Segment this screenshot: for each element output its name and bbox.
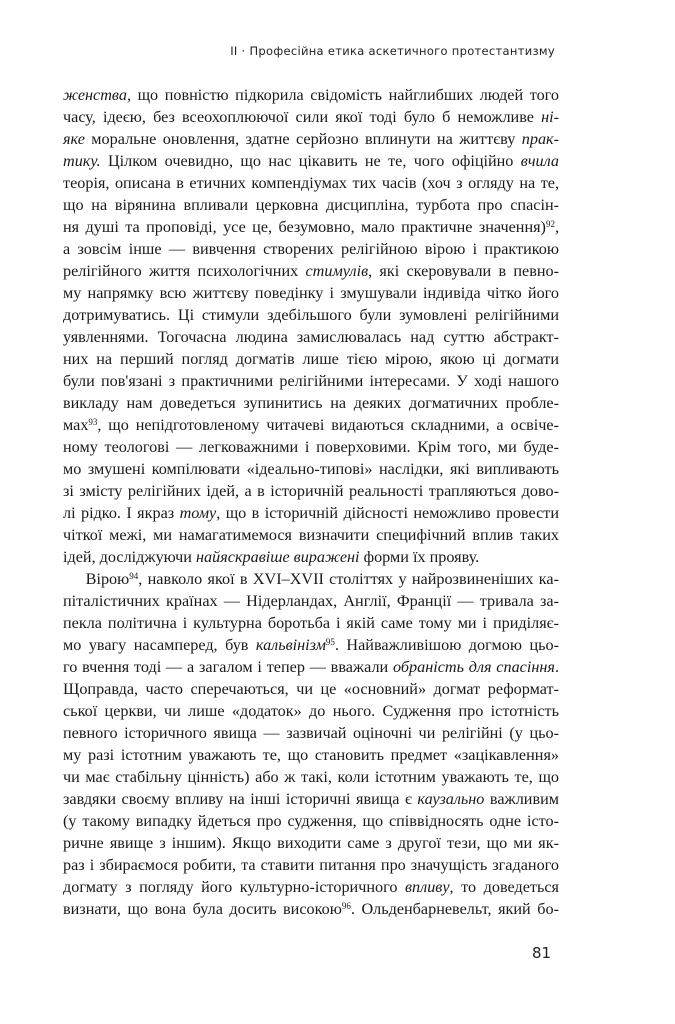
text-line: [63, 150, 559, 172]
text-run: чи має стабільну цінність) або ж такі, коли істотним уважають те, що: [63, 768, 559, 786]
italic-text: вчила: [520, 152, 559, 170]
text-run: раз і збираємося робити, та ставити питання про значущість згаданого: [63, 856, 559, 874]
text-line: [63, 172, 559, 194]
text-run: му разі істотним уважають те, що становить предмет «зацікавлення»: [63, 746, 559, 764]
text-run: викладу нам доведеться зупинитись на деяких догматичних пробле-: [63, 394, 559, 412]
text-run: ному теологові — легковажними і поверховими. Крім того, ми буде-: [63, 438, 559, 456]
text-line: [63, 524, 559, 546]
text-run: важливим: [484, 790, 560, 808]
text-line: [63, 326, 559, 348]
text-run: завдяки своєму впливу на інші історичні явища є: [63, 790, 418, 808]
text-line: [63, 238, 559, 260]
text-run: теорія, описана в етичних компендіумах тих часів (хоч з огляду на те,: [63, 174, 559, 192]
text-run: що на вірянина впливали церковна дисципліна, турбота про спасін-: [63, 196, 559, 214]
text-run: уявленнями. Тогочасна людина замислювалась над суттю абстракт-: [63, 328, 559, 346]
text-line: [63, 260, 559, 282]
text-line: [63, 788, 559, 810]
text-run: го вчення тоді — а загалом і тепер — вважали: [63, 658, 393, 676]
running-head: II · Професійна етика аскетичного протестантизму: [230, 44, 555, 58]
text-line: [63, 678, 559, 700]
italic-text: ні-: [541, 108, 559, 126]
footnote-ref: 95: [325, 637, 335, 647]
text-run: . Ольденбарневельт, який бо-: [350, 900, 559, 918]
text-line: [63, 744, 559, 766]
text-line: [63, 766, 559, 788]
italic-text: яке: [63, 130, 85, 148]
text-run: , то доведеться: [449, 878, 559, 896]
text-line: [63, 282, 559, 304]
text-run: них на перший погляд догматів лише тією мірою, якою ці догмати: [63, 350, 559, 368]
italic-text: женства,: [63, 86, 131, 104]
text-run: піталістичних країнах — Нідерландах, Англії, Франції — тривала за-: [63, 592, 559, 610]
text-line: [63, 480, 559, 502]
text-run: , що в історичній дійсності неможливо провести: [216, 504, 559, 522]
text-run: релігійного життя психологічних: [63, 262, 306, 280]
text-line: [63, 304, 559, 326]
text-line: [63, 546, 559, 568]
italic-text: тику.: [63, 152, 101, 170]
italic-text: обраність для спасіння: [392, 658, 555, 676]
text-run: форми їх прояву.: [359, 548, 480, 566]
footnote-ref: 92: [545, 219, 555, 229]
text-run: були пов'язані з практичними релігійними інтересами. У ході нашого: [63, 372, 559, 390]
text-run: а зовсім інше — вивчення створених релігійною вірою і практикою: [63, 240, 559, 258]
text-line: [63, 194, 559, 216]
text-run: мо увагу насамперед, був: [63, 636, 256, 654]
italic-text: найяскравіше виражені: [196, 548, 360, 566]
text-line: [63, 502, 559, 524]
text-run: дотримуватись. Ці стимули здебільшого були зумовлені релігійними: [63, 306, 559, 324]
text-run: лі рідко. І якраз: [63, 504, 180, 522]
text-run: пекла політична і культурна боротьба і якій саме тому ми і приділяє-: [63, 614, 559, 632]
body-text: [63, 84, 559, 920]
text-run: ідей, досліджуючи: [63, 548, 197, 566]
text-run: , які скеровували в певно-: [368, 262, 559, 280]
footnote-ref: 94: [129, 571, 139, 581]
text-run: , навколо якої в XVI–XVII століттях у найрозвиненіших ка-: [138, 570, 559, 588]
italic-text: впливу: [405, 878, 450, 896]
text-run: ня душі та проповіді, усе це, безумовно, мало практичне значення): [63, 218, 546, 236]
text-run: що повністю підкорила свідомість найглибших людей того: [131, 86, 559, 104]
text-line: [63, 898, 559, 920]
text-run: догмату з погляду його культурно-історичного: [63, 878, 406, 896]
text-line: [63, 568, 559, 590]
text-run: му напрямку всю життєву поведінку і змушували індивіда чітко його: [63, 284, 559, 302]
text-line: [63, 634, 559, 656]
text-run: Цілком очевидно, що нас цікавить не те, чого офіційно: [100, 152, 521, 170]
footnote-ref: 93: [88, 417, 98, 427]
text-run: мо змушені компілювати «ідеально-типові» наслідки, які випливають: [63, 460, 559, 478]
text-line: [63, 832, 559, 854]
text-line: [63, 216, 559, 238]
text-line: [63, 128, 559, 150]
page-number: 81: [532, 944, 552, 962]
text-line: [63, 656, 559, 678]
text-line: [63, 876, 559, 898]
text-run: , що непідготовленому читачеві видаються складними, а освіче-: [97, 416, 559, 434]
text-line: [63, 392, 559, 414]
text-run: ської церкви, чи лише «додаток» до нього. Судження про істотність: [63, 702, 559, 720]
text-line: [63, 84, 559, 106]
italic-text: каузально: [417, 790, 485, 808]
text-run: чіткої межі, ми намагатимемося визначити специфічний вплив таких: [63, 526, 559, 544]
text-run: мах: [63, 416, 89, 434]
text-line: [63, 810, 559, 832]
text-line: [63, 854, 559, 876]
text-line: [63, 700, 559, 722]
text-run: моральне оновлення, здатне серйозно вплинути на життєву: [84, 130, 522, 148]
text-line: [63, 722, 559, 744]
text-line: [63, 348, 559, 370]
text-run: визнати, що вона була досить високою: [63, 900, 342, 918]
text-run: . Найважливішою догмою цьо-: [334, 636, 559, 654]
italic-text: прак-: [521, 130, 559, 148]
text-run: ричне явище з іншим). Якщо виходити саме з другої тези, що ми як-: [63, 834, 559, 852]
text-run: певного історичного явища — зазвичай оціночні чи релігійні (у цьо-: [63, 724, 559, 742]
italic-text: кальвінізм: [255, 636, 326, 654]
text-line: [63, 590, 559, 612]
text-line: [63, 106, 559, 128]
text-line: [63, 370, 559, 392]
text-line: [63, 612, 559, 634]
footnote-ref: 96: [341, 901, 351, 911]
text-run: часу, ідеєю, без всеохоплюючої сили якої тоді було б неможливе: [63, 108, 542, 126]
italic-text: тому: [179, 504, 217, 522]
text-run: ,: [554, 218, 559, 236]
text-line: [63, 458, 559, 480]
text-run: (у такому випадку йдеться про судження, що співвідносять одне істо-: [63, 812, 559, 830]
text-line: [63, 414, 559, 436]
text-run: зі змісту релігійних ідей, а в історичній реальності трапляються дово-: [63, 482, 559, 500]
text-run: Щоправда, часто сперечаються, чи це «основний» догмат реформат-: [63, 680, 559, 698]
text-line: [63, 436, 559, 458]
italic-text: стимулів: [305, 262, 369, 280]
text-run: .: [554, 658, 559, 676]
text-run: Вірою: [85, 570, 130, 588]
